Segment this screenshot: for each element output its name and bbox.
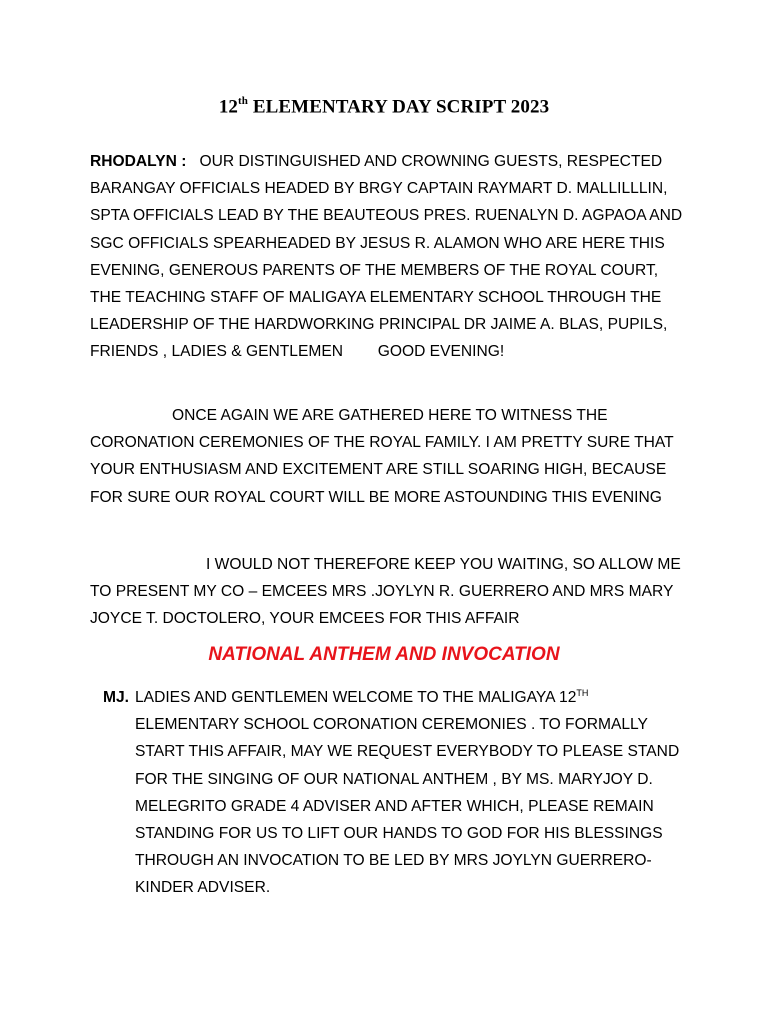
title-suffix: th [238,95,249,107]
paragraph-2 [90,402,690,511]
intro-paragraph [90,148,690,366]
mj-text-before: LADIES AND GENTLEMEN WELCOME TO THE MALIGAYA 12 [135,689,577,706]
document-title [0,96,768,118]
paragraph-2-text: ONCE AGAIN WE ARE GATHERED HERE TO WITNESS THE CORONATION CEREMONIES OF THE ROYAL FAMILY. I AM PRETTY SURE THAT YOUR ENTHUSIASM AND EXCITEMENT ARE STILL SOARING HIGH, BECAUSE FOR SURE OUR ROYAL COURT WILL BE MORE ASTOUNDING THIS EVENING [90,407,674,506]
mj-superscript: TH [576,687,589,698]
speaker-mj: MJ. [103,689,129,706]
paragraph-3 [90,551,690,633]
title-number: 12 [218,96,239,118]
mj-paragraph [135,684,695,902]
speaker-rhodalyn: RHODALYN : [90,153,187,170]
mj-text-after: ELEMENTARY SCHOOL CORONATION CEREMONIES . TO FORMALLY START THIS AFFAIR, MAY WE REQUEST EVERYBODY TO PLEASE STAND FOR THE SINGING OF OUR NATIONAL ANTHEM , BY MS. MARYJOY D. MELEGRITO GRADE 4 ADVISER AND AFTER WHICH, PLEASE REMAIN STANDING FOR US TO LIFT OUR HANDS TO GOD FOR HIS BLESSINGS THROUGH AN INVOCATION TO BE LED BY MRS JOYLYN GUERRERO-KINDER ADVISER. [135,716,680,897]
intro-text: OUR DISTINGUISHED AND CROWNING GUESTS, RESPECTED BARANGAY OFFICIALS HEADED BY BRGY CAPTAIN RAYMART D. MALLILLLIN, SPTA OFFICIALS LEAD BY THE BEAUTEOUS PRES. RUENALYN D. AGPAOA AND SGC OFFICIALS SPEARHEADED BY JESUS R. ALAMON WHO ARE HERE THIS EVENING, GENEROUS PARENTS OF THE MEMBERS OF THE ROYAL COURT, THE TEACHING STAFF OF MALIGAYA ELEMENTARY SCHOOL THROUGH THE LEADERSHIP OF THE HARDWORKING PRINCIPAL DR JAIME A. BLAS, PUPILS, FRIENDS , LADIES & GENTLEMEN [90,153,683,361]
intro-greeting: GOOD EVENING! [377,343,505,361]
paragraph-3-text: I WOULD NOT THEREFORE KEEP YOU WAITING, SO ALLOW ME TO PRESENT MY CO – EMCEES MRS .JOYLYN R. GUERRERO AND MRS MARY JOYCE T. DOCTOLERO, YOUR EMCEES FOR THIS AFFAIR [90,556,681,628]
section-heading: NATIONAL ANTHEM AND INVOCATION [208,644,560,665]
title-text: ELEMENTARY DAY SCRIPT 2023 [248,96,550,118]
